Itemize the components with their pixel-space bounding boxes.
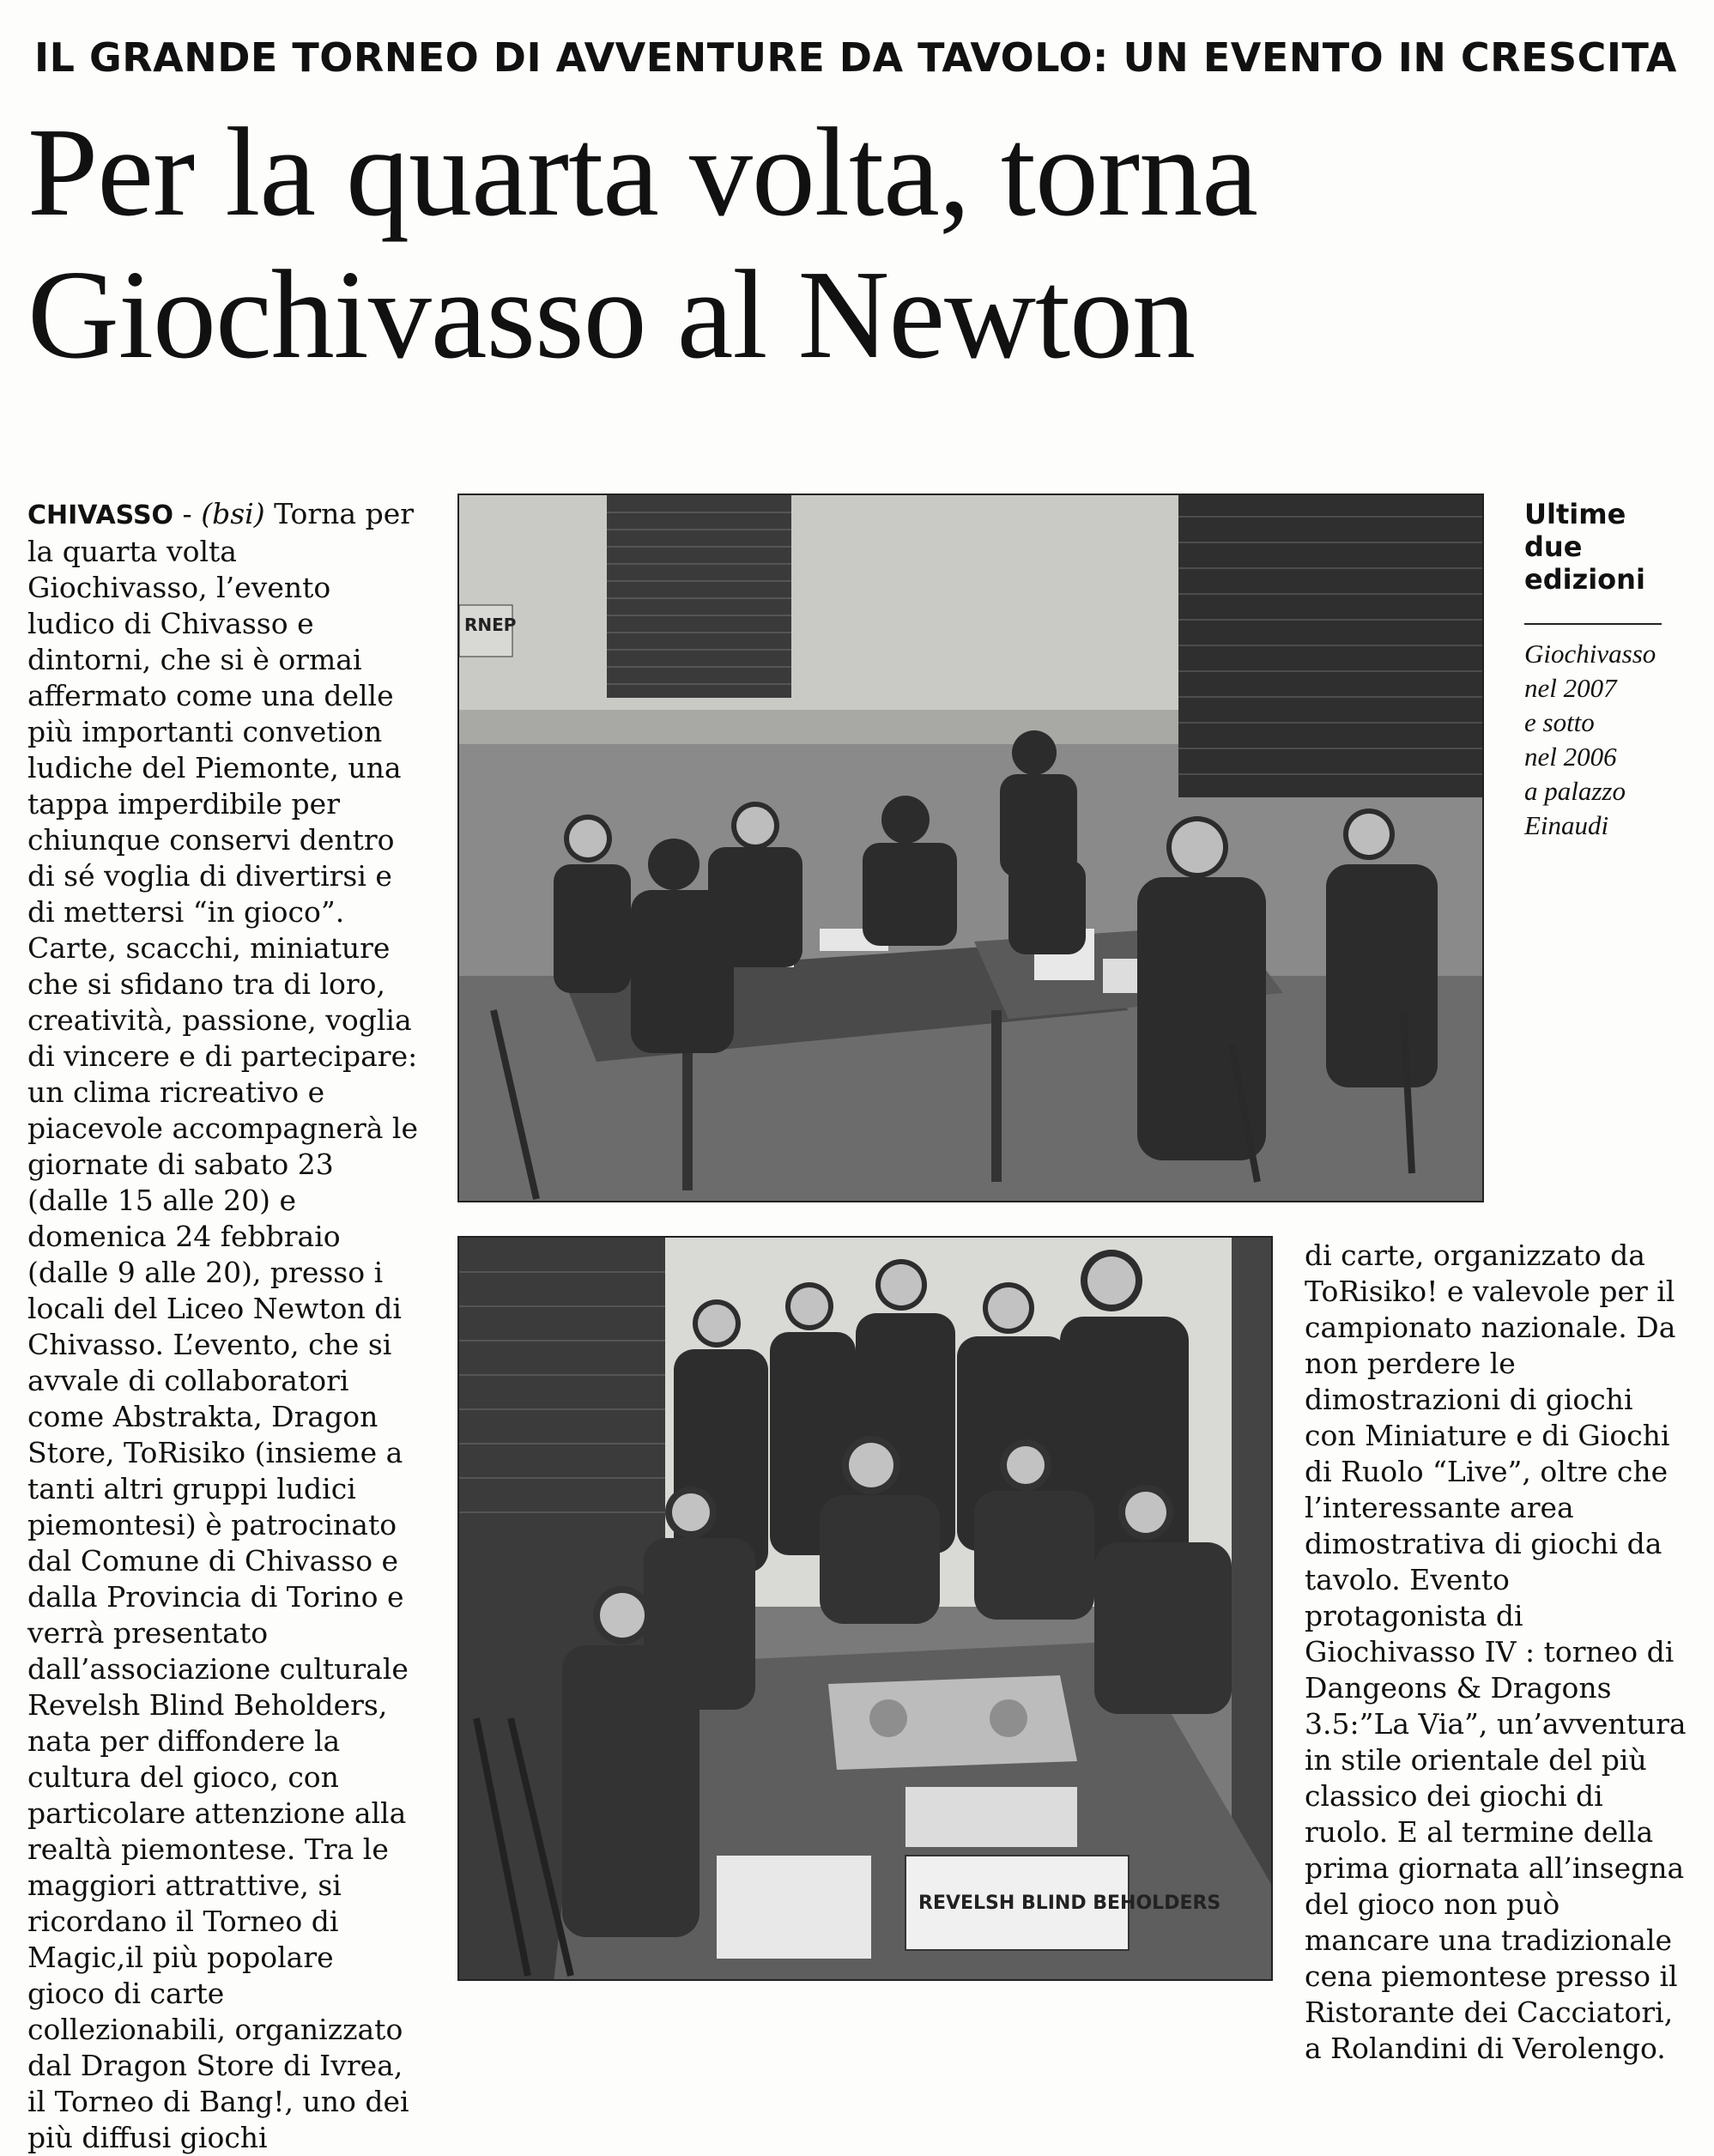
article-headline bbox=[27, 101, 1572, 386]
photo-giochivasso-2007 bbox=[457, 494, 1484, 1202]
dateline: CHIVASSO bbox=[27, 500, 174, 530]
caption-line-4: nel 2006 bbox=[1524, 742, 1617, 772]
photo-2007-illustration bbox=[459, 495, 1484, 1202]
sidebar-title bbox=[1524, 498, 1653, 596]
caption-line-1: Giochivasso bbox=[1524, 639, 1656, 669]
caption-line-3: e sotto bbox=[1524, 707, 1595, 737]
article-body-right-column: di carte, organizzato da ToRisiko! e valevole per il campionato nazionale. Da non perdere le dimostrazioni di giochi con Miniature e di Giochi di Ruolo “Live”, oltre che l’interessante area dimostrativa di giochi da tavolo. Evento protagonista di Giochivasso IV : torneo di Dangeons & Dragons 3.5:”La Via”, un’avventura in stile orientale del più classico dei giochi di ruolo. E al termine della prima giornata all’insegna del gioco non può mancare una tradizionale cena piemontese presso il Ristorante dei Cacciatori, a Rolandini di Verolengo. bbox=[1305, 1238, 1687, 2065]
article-kicker: IL GRANDE TORNEO DI AVVENTURE DA TAVOLO: UN EVENTO IN CRESCITA bbox=[34, 34, 1677, 81]
article-body-left-column bbox=[27, 496, 418, 2156]
photo-2006-illustration bbox=[459, 1238, 1273, 1981]
photo-giochivasso-2006 bbox=[457, 1236, 1273, 1981]
sidebar-title-line-2: due bbox=[1524, 530, 1583, 563]
photo-caption bbox=[1524, 637, 1687, 843]
photo-top-sign-text: RNEP bbox=[464, 615, 517, 635]
caption-line-2: nel 2007 bbox=[1524, 673, 1617, 703]
author-initials: (bsi) bbox=[201, 497, 265, 530]
sidebar-divider bbox=[1524, 623, 1662, 625]
sidebar-title-line-1: Ultime bbox=[1524, 498, 1626, 530]
sidebar-title-line-3: edizioni bbox=[1524, 563, 1645, 596]
headline-line-1: Per la quarta volta, torna bbox=[27, 102, 1257, 243]
photo-banner-text: REVELSH BLIND BEHOLDERS bbox=[918, 1893, 1221, 1914]
body-left-text: Torna per la quarta volta Giochivasso, l’evento ludico di Chivasso e dintorni, che si è ormai affermato come una delle più importanti convetion ludiche del Piemonte, una tappa imperdibile per chiunque conservi dentro di sé voglia di divertirsi e di mettersi “in gioco”. Carte, scacchi, miniature che si sfidano tra di loro, creatività, passione, voglia di vincere e di partecipare: un clima ricreativo e piacevole accompagnerà le giornate di sabato 23 (dalle 15 alle 20) e domenica 24 febbraio (dalle 9 alle 20), presso i locali del Liceo Newton di Chivasso. L’evento, che si avvale di collaboratori come Abstrakta, Dragon Store, ToRisiko (insieme a tanti altri gruppi ludici piemontesi) è patrocinato dal Comune di Chivasso e dalla Provincia di Torino e verrà presentato dall’associazione culturale Revelsh Blind Beholders, nata per diffondere la cultura del gioco, con particolare attenzione alla realtà piemontese. Tra le maggiori attrattive, si ricordano il Torneo di Magic,il più popolare gioco di carte collezionabili, organizzato dal Dragon Store di Ivrea, il Torneo di Bang!, uno dei più diffusi giochi bbox=[27, 497, 418, 2154]
caption-line-5: a palazzo bbox=[1524, 776, 1626, 806]
dateline-dash: - bbox=[173, 497, 202, 530]
headline-line-2: Giochivasso al Newton bbox=[27, 245, 1196, 385]
caption-line-6: Einaudi bbox=[1524, 810, 1609, 840]
